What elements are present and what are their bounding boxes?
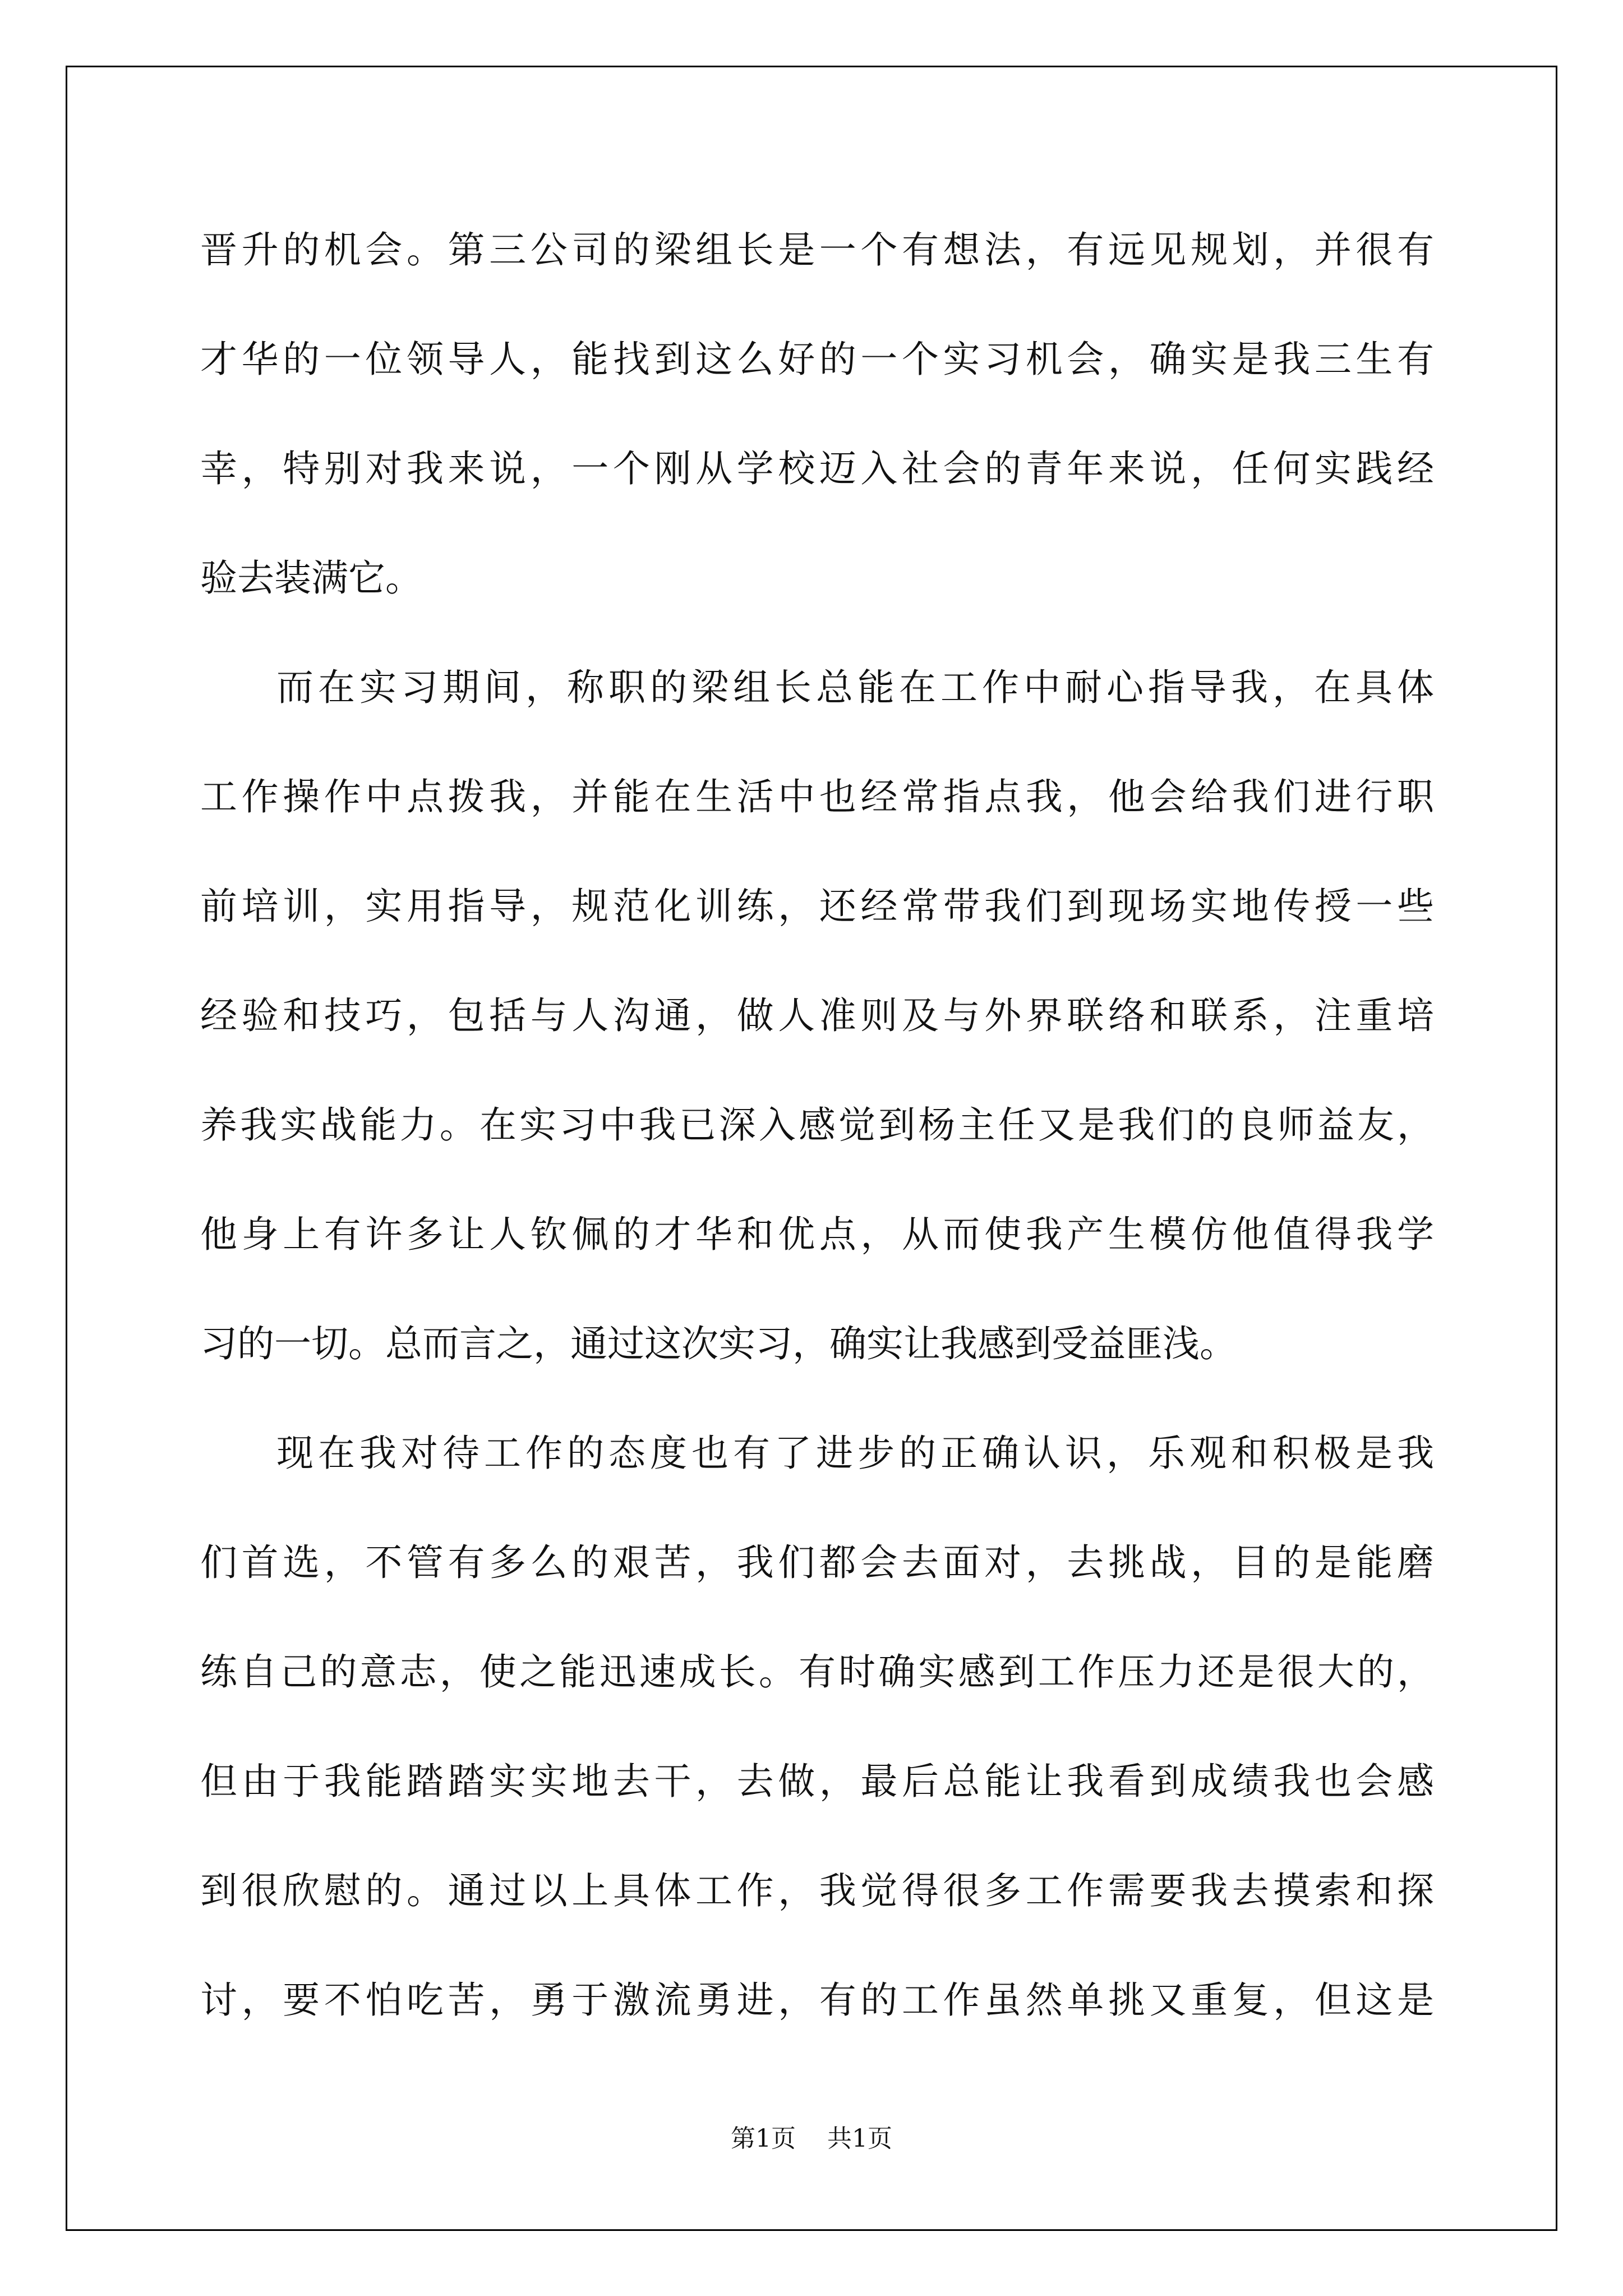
page-footer [0,2122,1623,2156]
paragraph-line: 养我实战能力。在实习中我已深入感觉到杨主任又是我们的良师益友， [200,1103,1434,1147]
paragraph-line: 习的一切。总而言之，通过这次实习，确实让我感到受益匪浅。 [200,1322,1237,1365]
paragraph-line: 现在我对待工作的态度也有了进步的正确认识，乐观和积极是我 [276,1432,1434,1475]
paragraph-line: 们首选，不管有多么的艰苦，我们都会去面对，去挑战，目的是能磨 [200,1541,1434,1584]
paragraph-line: 练自己的意志，使之能迅速成长。有时确实感到工作压力还是很大的， [200,1650,1434,1694]
paragraph-line: 而在实习期间，称职的梁组长总能在工作中耐心指导我，在具体 [276,666,1434,709]
paragraph-line: 幸，特别对我来说，一个刚从学校迈入社会的青年来说，任何实践经 [200,447,1434,490]
paragraph-line: 晋升的机会。第三公司的梁组长是一个有想法，有远见规划，并很有 [200,228,1434,272]
paragraph-line: 才华的一位领导人，能找到这么好的一个实习机会，确实是我三生有 [200,338,1434,381]
paragraph-line: 但由于我能踏踏实实地去干，去做，最后总能让我看到成绩我也会感 [200,1760,1434,1803]
paragraph-line: 工作操作中点拨我，并能在生活中也经常指点我，他会给我们进行职 [200,775,1434,818]
paragraph-line: 到很欣慰的。通过以上具体工作，我觉得很多工作需要我去摸索和探 [200,1869,1434,1912]
paragraph-line: 验去装满它。 [200,556,422,600]
paragraph-line: 经验和技巧，包括与人沟通，做人准则及与外界联络和联系，注重培 [200,994,1434,1037]
paragraph-line: 前培训，实用指导，规范化训练，还经常带我们到现场实地传授一些 [200,885,1434,928]
page-total: 共1页 [827,2124,892,2153]
page-number: 第1页 [731,2124,796,2153]
paragraph-line: 讨，要不怕吃苦，勇于激流勇进，有的工作虽然单挑又重复，但这是 [200,1978,1434,2022]
paragraph-line: 他身上有许多让人钦佩的才华和优点，从而使我产生模仿他值得我学 [200,1213,1434,1256]
